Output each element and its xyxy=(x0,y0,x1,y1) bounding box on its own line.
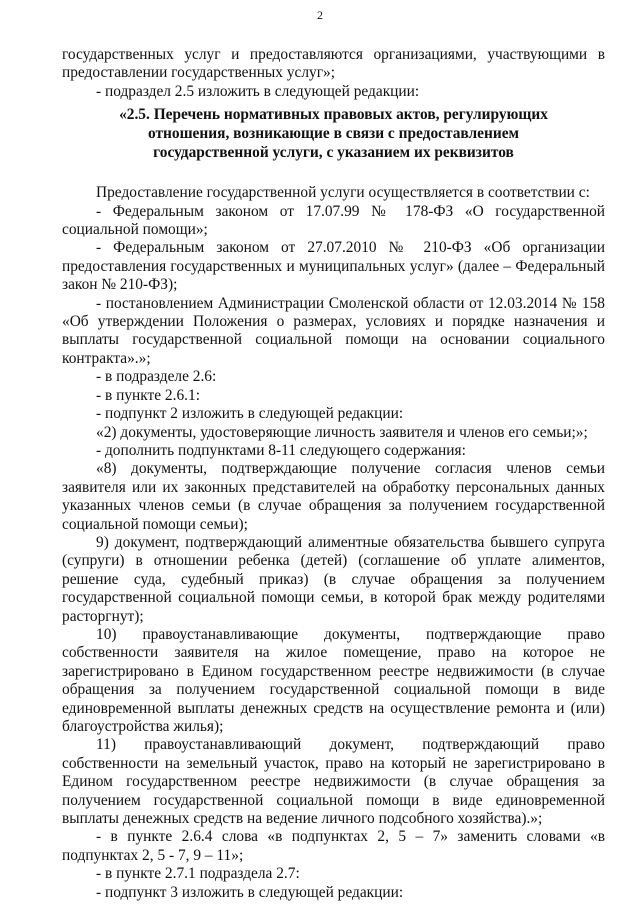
paragraph-subsection-2-6: - в подразделе 2.6: xyxy=(96,368,217,386)
paragraph-subpoint-2: - подпункт 2 изложить в следующей редакции: xyxy=(96,405,404,423)
paragraph-add-subpoints: - дополнить подпунктами 8-11 следующего содержания: xyxy=(96,441,466,459)
heading-line-3: государственной услуги, с указанием их реквизитов xyxy=(153,144,514,162)
paragraph-point-2-6-1: - в пункте 2.6.1: xyxy=(96,386,200,404)
paragraph-item-11: 11) правоустанавливающий документ, подтверждающий право собственности на земельный участок, право на который не зарегистрировано в Едином государственном реестре недвижимости (в случае обращения за получением государственной социальной помощи в виде единовременной выплаты денежных средств на ведение личного подсобного хозяйства).»; xyxy=(62,736,605,828)
page-number: 2 xyxy=(317,8,323,22)
paragraph-continuation: государственных услуг и предоставляются организациями, участвующими в предоставлении государственных услуг»; xyxy=(62,46,605,82)
heading-line-1: «2.5. Перечень нормативных правовых актов, регулирующих xyxy=(119,106,548,124)
heading-line-2: отношения, возникающие в связи с предоставлением xyxy=(147,125,520,143)
paragraph-item-2: «2) документы, удостоверяющие личность заявителя и членов его семьи;»; xyxy=(96,423,588,441)
paragraph-point-2-6-4: - в пункте 2.6.4 слова «в подпунктах 2, 5 – 7» заменить словами «в подпунктах 2, 5 - 7, 9 – 11»; xyxy=(62,828,605,864)
paragraph-item-10: 10) правоустанавливающие документы, подтверждающие право собственности заявителя на жилое помещение, право на которое не зарегистрировано в Едином государственном реестре недвижимости (в случае обращения за получением государственной социальной помощи в виде единовременной выплаты денежных средств на осуществление ремонта и (или) благоустройства жилья); xyxy=(62,625,605,735)
paragraph-item-8: «8) документы, подтверждающие получение согласия членов семьи заявителя или их законных представителей на обработку персональных данных указанных членов семьи (в случае обращения за получением государственной социальной помощи семьи); xyxy=(62,460,605,533)
paragraph-point-2-7-1: - в пункте 2.7.1 подраздела 2.7: xyxy=(96,865,300,883)
paragraph-decree-158: - постановлением Администрации Смоленской области от 12.03.2014 № 158 «Об утверждении Положения о размерах, условиях и порядке назначения и выплаты государственной социальной помощи на основании социального контракта».»; xyxy=(62,294,605,367)
paragraph-intro: Предоставление государственной услуги осуществляется в соответствии с: xyxy=(96,184,590,202)
section-heading xyxy=(62,105,605,162)
paragraph-subsection-2-5: - подраздел 2.5 изложить в следующей редакции: xyxy=(96,82,420,100)
paragraph-subpoint-3: - подпункт 3 изложить в следующей редакции: xyxy=(96,883,404,901)
paragraph-item-9: 9) документ, подтверждающий алиментные обязательства бывшего супруга (супруги) в отношении ребенка (детей) (соглашение об уплате алиментов, решение суда, судебный приказ) (в случае обращения за получением государственной социальной помощи семьи, в которой брак между родителями расторгнут); xyxy=(62,533,605,625)
paragraph-law-178: - Федеральным законом от 17.07.99 № 178-ФЗ «О государственной социальной помощи»; xyxy=(62,202,605,239)
paragraph-law-210: - Федеральным законом от 27.07.2010 № 210-ФЗ «Об организации предоставления государственных и муниципальных услуг» (далее – Федеральный закон № 210-ФЗ); xyxy=(62,239,605,294)
document-body xyxy=(62,46,605,902)
